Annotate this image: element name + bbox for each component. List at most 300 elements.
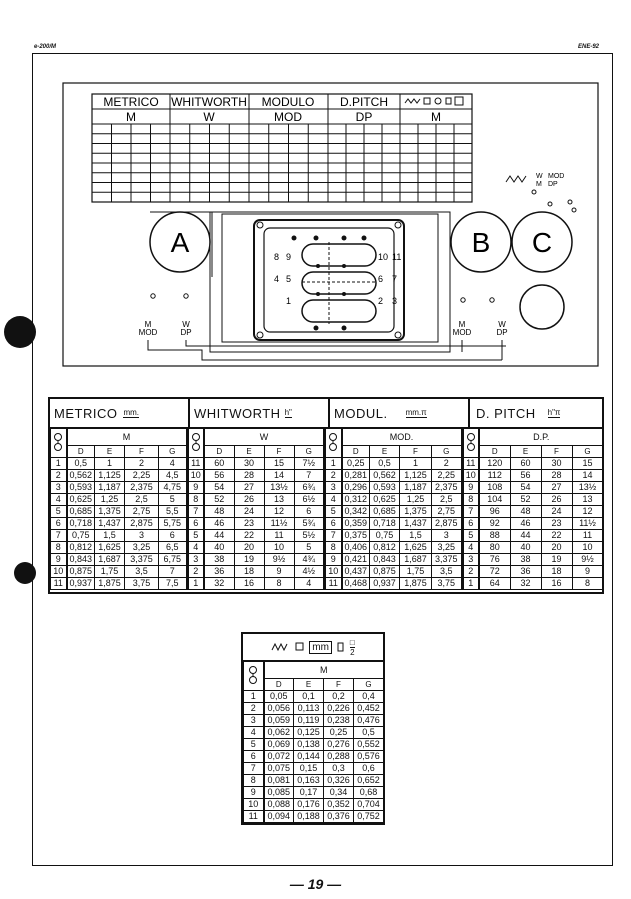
- feed-value-cell: 0,094: [264, 811, 294, 823]
- dpitch-value-cell: 22: [541, 530, 572, 542]
- dpitch-value-cell: 15: [572, 458, 603, 470]
- whitworth-value-cell: 6: [294, 506, 324, 518]
- whitworth-value-cell: 4¾: [294, 554, 324, 566]
- modul-value-cell: 1,187: [400, 482, 432, 494]
- feed-value-cell: 0,652: [354, 775, 384, 787]
- table-row: [188, 470, 324, 482]
- modul-position-cell: 2: [326, 470, 342, 482]
- modul-value-cell: 1,25: [400, 494, 432, 506]
- metric-value-cell: 0,75: [67, 530, 95, 542]
- dpitch-value-cell: 8: [572, 578, 603, 590]
- feed-position-cell: 9: [244, 787, 264, 799]
- table-row: [188, 566, 324, 578]
- table-row: [463, 494, 603, 506]
- table-row: [463, 566, 603, 578]
- panel-sub-dp: DP: [355, 110, 373, 124]
- modul-value-cell: 0,406: [342, 542, 370, 554]
- whitworth-value-cell: 60: [204, 458, 234, 470]
- modul-value-cell: 3,375: [432, 554, 462, 566]
- lever-right-mod: MOD: [452, 328, 472, 337]
- dpitch-value-cell: 92: [479, 518, 510, 530]
- modul-value-cell: 2,375: [432, 482, 462, 494]
- modul-group-label: MOD.: [342, 429, 462, 446]
- modul-position-cell: 7: [326, 530, 342, 542]
- metric-value-cell: 4: [159, 458, 187, 470]
- dpitch-value-cell: 88: [479, 530, 510, 542]
- modul-value-cell: 0,375: [342, 530, 370, 542]
- metric-value-cell: 3,375: [125, 554, 159, 566]
- page-number: — 19 —: [289, 876, 342, 892]
- metric-value-cell: 1,75: [95, 566, 125, 578]
- table-row: [188, 506, 324, 518]
- dpitch-position-cell: 9: [463, 482, 479, 494]
- panel-header-dpitch: D.PITCH: [340, 95, 388, 109]
- feed-table: [241, 632, 385, 825]
- feed-col-header: G: [354, 679, 384, 691]
- whitworth-value-cell: 14: [264, 470, 294, 482]
- dpitch-value-cell: 28: [541, 470, 572, 482]
- metric-value-cell: 0,718: [67, 518, 95, 530]
- table-row: [244, 751, 384, 763]
- feed-value-cell: 0,15: [294, 763, 324, 775]
- modul-col-header: E: [370, 446, 400, 458]
- whitworth-value-cell: 9: [264, 566, 294, 578]
- table-row: [326, 518, 462, 530]
- lever-right-m: M: [458, 320, 466, 329]
- dpitch-value-cell: 38: [510, 554, 541, 566]
- metric-value-cell: 2: [125, 458, 159, 470]
- feed-value-cell: 0,062: [264, 727, 294, 739]
- feed-position-cell: 5: [244, 739, 264, 751]
- dpitch-value-cell: 18: [541, 566, 572, 578]
- feed-value-cell: 0,2: [324, 691, 354, 703]
- table-row: [51, 578, 187, 590]
- whitworth-value-cell: 6¾: [294, 482, 324, 494]
- modul-position-cell: 1: [326, 458, 342, 470]
- whitworth-col-header: F: [264, 446, 294, 458]
- dpitch-table: [463, 428, 604, 590]
- modul-value-cell: 0,312: [342, 494, 370, 506]
- table-row: [188, 482, 324, 494]
- modul-value-cell: 2,5: [432, 494, 462, 506]
- whitworth-value-cell: 11½: [264, 518, 294, 530]
- metric-value-cell: 5,75: [159, 518, 187, 530]
- whitworth-value-cell: 8: [264, 578, 294, 590]
- feed-position-cell: 11: [244, 811, 264, 823]
- table-row: [244, 775, 384, 787]
- wheel-b-label: B: [471, 227, 491, 258]
- dpitch-value-cell: 72: [479, 566, 510, 578]
- dpitch-value-cell: 24: [541, 506, 572, 518]
- gb-2: 2: [378, 296, 384, 306]
- doc-code-left: e-200/M: [34, 44, 57, 50]
- carriage-icon: [295, 642, 305, 652]
- feed-value-cell: 0,288: [324, 751, 354, 763]
- modul-value-cell: 0,625: [370, 494, 400, 506]
- feed-value-cell: 0,05: [264, 691, 294, 703]
- metric-value-cell: 0,685: [67, 506, 95, 518]
- metric-col-header: G: [159, 446, 187, 458]
- whitworth-position-cell: 4: [188, 542, 204, 554]
- modul-position-cell: 10: [326, 566, 342, 578]
- selector-icon: [244, 662, 264, 691]
- table-row: [326, 542, 462, 554]
- modul-position-cell: 6: [326, 518, 342, 530]
- modul-value-cell: 0,281: [342, 470, 370, 482]
- tool-icon: [336, 642, 346, 652]
- metric-position-cell: 7: [51, 530, 67, 542]
- table-row: [326, 506, 462, 518]
- whitworth-value-cell: 40: [204, 542, 234, 554]
- binder-hole-bottom: [14, 562, 36, 584]
- gb-3: 3: [392, 296, 398, 306]
- dpitch-value-cell: 9½: [572, 554, 603, 566]
- table-row: [326, 458, 462, 470]
- feed-value-cell: 0,088: [264, 799, 294, 811]
- dpitch-value-cell: 23: [541, 518, 572, 530]
- legend-m: M: [536, 181, 542, 188]
- thread-legend-icon: [506, 176, 526, 182]
- dpitch-position-cell: 2: [463, 566, 479, 578]
- feed-symbol-icon: [405, 97, 463, 105]
- whitworth-value-cell: 5: [294, 542, 324, 554]
- lever-left-dp: DP: [180, 328, 192, 337]
- dpitch-position-cell: 11: [463, 458, 479, 470]
- metric-value-cell: 2,375: [125, 482, 159, 494]
- whitworth-value-cell: 19: [234, 554, 264, 566]
- feed-value-cell: 0,144: [294, 751, 324, 763]
- feed-wave-icon: [271, 642, 291, 652]
- metric-value-cell: 1,125: [95, 470, 125, 482]
- modul-value-cell: 1,625: [400, 542, 432, 554]
- table-row: [326, 566, 462, 578]
- whitworth-value-cell: 16: [234, 578, 264, 590]
- dpitch-position-cell: 7: [463, 506, 479, 518]
- whitworth-value-cell: 13½: [264, 482, 294, 494]
- modul-value-cell: 0,875: [370, 566, 400, 578]
- dpitch-position-cell: 5: [463, 530, 479, 542]
- whitworth-col-header: E: [234, 446, 264, 458]
- panel-sub-m: M: [126, 110, 136, 124]
- whitworth-value-cell: 23: [234, 518, 264, 530]
- whitworth-position-cell: 1: [188, 578, 204, 590]
- table-row: [463, 554, 603, 566]
- metric-table: [50, 428, 188, 590]
- knob-lower: [520, 285, 564, 329]
- dpitch-value-cell: 11½: [572, 518, 603, 530]
- metric-value-cell: 1,25: [95, 494, 125, 506]
- whitworth-value-cell: 12: [264, 506, 294, 518]
- whitworth-value-cell: 52: [204, 494, 234, 506]
- feed-position-cell: 2: [244, 703, 264, 715]
- binder-hole-top: [4, 316, 36, 348]
- selector-icon: [51, 429, 67, 458]
- feed-value-cell: 0,1: [294, 691, 324, 703]
- modul-position-cell: 8: [326, 542, 342, 554]
- dpitch-value-cell: 76: [479, 554, 510, 566]
- gb-9: 9: [286, 252, 292, 262]
- feed-value-cell: 0,376: [324, 811, 354, 823]
- table-row: [326, 578, 462, 590]
- feed-position-cell: 7: [244, 763, 264, 775]
- dpitch-col-header: E: [510, 446, 541, 458]
- metric-value-cell: 2,25: [125, 470, 159, 482]
- feed-value-cell: 0,476: [354, 715, 384, 727]
- whitworth-value-cell: 32: [204, 578, 234, 590]
- lever-right-dp: DP: [496, 328, 508, 337]
- dpitch-position-cell: 6: [463, 518, 479, 530]
- metric-position-cell: 1: [51, 458, 67, 470]
- feed-value-cell: 0,326: [324, 775, 354, 787]
- metric-value-cell: 6,75: [159, 554, 187, 566]
- metric-value-cell: 0,625: [67, 494, 95, 506]
- whitworth-value-cell: 56: [204, 470, 234, 482]
- gb-11: 11: [392, 252, 402, 262]
- whitworth-position-cell: 2: [188, 566, 204, 578]
- modul-position-cell: 4: [326, 494, 342, 506]
- table-row: [244, 727, 384, 739]
- metric-title-cell: [50, 399, 190, 427]
- whitworth-value-cell: 54: [204, 482, 234, 494]
- metric-value-cell: 3: [125, 530, 159, 542]
- dpitch-col-header: F: [541, 446, 572, 458]
- lever-left-m: M: [144, 320, 152, 329]
- dpitch-value-cell: 44: [510, 530, 541, 542]
- dpitch-value-cell: 27: [541, 482, 572, 494]
- feed-value-cell: 0,25: [324, 727, 354, 739]
- wheel-a-label: A: [170, 227, 190, 258]
- whitworth-position-cell: 7: [188, 506, 204, 518]
- whitworth-value-cell: 36: [204, 566, 234, 578]
- table-row: [244, 811, 384, 823]
- metric-value-cell: 6,5: [159, 542, 187, 554]
- gb-10: 10: [378, 252, 389, 262]
- whitworth-unit: h": [284, 408, 292, 417]
- lever-left-w: W: [182, 320, 190, 329]
- metric-value-cell: 1: [95, 458, 125, 470]
- dpitch-value-cell: 64: [479, 578, 510, 590]
- metric-col-header: F: [125, 446, 159, 458]
- metric-position-cell: 11: [51, 578, 67, 590]
- doc-code-right: ENE-92: [578, 44, 600, 50]
- metric-value-cell: 4,5: [159, 470, 187, 482]
- dpitch-value-cell: 80: [479, 542, 510, 554]
- feed-value-cell: 0,226: [324, 703, 354, 715]
- table-row: [463, 542, 603, 554]
- whitworth-position-cell: 10: [188, 470, 204, 482]
- feed-value-cell: 0,085: [264, 787, 294, 799]
- whitworth-value-cell: 24: [234, 506, 264, 518]
- modul-value-cell: 3: [432, 530, 462, 542]
- feed-value-cell: 0,752: [354, 811, 384, 823]
- panel-header-modulo: MODULO: [261, 95, 315, 109]
- feed-value-cell: 0,452: [354, 703, 384, 715]
- modul-position-cell: 5: [326, 506, 342, 518]
- dpitch-value-cell: 9: [572, 566, 603, 578]
- whitworth-value-cell: 6½: [294, 494, 324, 506]
- panel-svg: [62, 82, 599, 367]
- metric-col-header: D: [67, 446, 95, 458]
- modul-col-header: D: [342, 446, 370, 458]
- whitworth-value-cell: 5¾: [294, 518, 324, 530]
- modul-value-cell: 2,875: [432, 518, 462, 530]
- dpitch-position-cell: 10: [463, 470, 479, 482]
- modul-value-cell: 1,5: [400, 530, 432, 542]
- metric-value-cell: 6: [159, 530, 187, 542]
- dpitch-value-cell: 108: [479, 482, 510, 494]
- feed-position-cell: 10: [244, 799, 264, 811]
- table-row: [51, 542, 187, 554]
- feed-value-cell: 0,056: [264, 703, 294, 715]
- wheel-c-label: C: [531, 227, 553, 258]
- gb-4: 4: [274, 274, 280, 284]
- feed-value-cell: 0,352: [324, 799, 354, 811]
- dpitch-value-cell: 40: [510, 542, 541, 554]
- whitworth-position-cell: 3: [188, 554, 204, 566]
- table-row: [463, 578, 603, 590]
- metric-unit: mm.: [123, 408, 140, 417]
- table-row: [188, 494, 324, 506]
- whitworth-value-cell: 20: [234, 542, 264, 554]
- whitworth-value-cell: 7: [294, 470, 324, 482]
- modul-value-cell: 3,25: [432, 542, 462, 554]
- feed-value-cell: 0,176: [294, 799, 324, 811]
- modul-value-cell: 0,437: [342, 566, 370, 578]
- feed-value-cell: 0,17: [294, 787, 324, 799]
- table-row: [188, 542, 324, 554]
- legend-mod: MOD: [548, 173, 565, 180]
- table-row: [51, 458, 187, 470]
- gb-8: 8: [274, 252, 280, 262]
- whitworth-value-cell: 28: [234, 470, 264, 482]
- table-row: [51, 554, 187, 566]
- dpitch-value-cell: 32: [510, 578, 541, 590]
- modul-value-cell: 3,5: [432, 566, 462, 578]
- modul-position-cell: 3: [326, 482, 342, 494]
- feed-value-cell: 0,552: [354, 739, 384, 751]
- metric-value-cell: 1,5: [95, 530, 125, 542]
- feed-value-cell: 0,68: [354, 787, 384, 799]
- modul-col-header: G: [432, 446, 462, 458]
- modul-unit: mm.π: [405, 408, 427, 417]
- table-row: [51, 494, 187, 506]
- feed-col-header: F: [324, 679, 354, 691]
- modul-value-cell: 1,75: [400, 566, 432, 578]
- metric-position-cell: 8: [51, 542, 67, 554]
- table-row: [188, 578, 324, 590]
- dpitch-value-cell: 36: [510, 566, 541, 578]
- metric-position-cell: 2: [51, 470, 67, 482]
- whitworth-position-cell: 8: [188, 494, 204, 506]
- whitworth-value-cell: 10: [264, 542, 294, 554]
- modul-value-cell: 2,75: [432, 506, 462, 518]
- table-row: [188, 458, 324, 470]
- metric-position-cell: 10: [51, 566, 67, 578]
- feed-formula-frac: 2: [350, 647, 355, 657]
- metric-title: METRICO: [54, 405, 118, 421]
- metric-group-label: M: [67, 429, 187, 446]
- whitworth-value-cell: 46: [204, 518, 234, 530]
- whitworth-col-header: D: [204, 446, 234, 458]
- modul-value-cell: 0,562: [370, 470, 400, 482]
- dpitch-unit: h"π: [547, 408, 561, 417]
- modul-col-header: F: [400, 446, 432, 458]
- metric-value-cell: 0,937: [67, 578, 95, 590]
- metric-value-cell: 0,5: [67, 458, 95, 470]
- dpitch-col-header: D: [479, 446, 510, 458]
- whitworth-position-cell: 5: [188, 530, 204, 542]
- whitworth-value-cell: 18: [234, 566, 264, 578]
- whitworth-value-cell: 26: [234, 494, 264, 506]
- legend-dp: DP: [548, 181, 558, 188]
- table-row: [244, 739, 384, 751]
- feed-value-cell: 0,5: [354, 727, 384, 739]
- legend-w: W: [536, 173, 543, 180]
- feed-position-cell: 6: [244, 751, 264, 763]
- table-row: [51, 518, 187, 530]
- feed-value-cell: 0,072: [264, 751, 294, 763]
- dpitch-value-cell: 14: [572, 470, 603, 482]
- table-row: [326, 554, 462, 566]
- table-row: [463, 470, 603, 482]
- feed-value-cell: 0,276: [324, 739, 354, 751]
- gb-5: 5: [286, 274, 292, 284]
- gb-1: 1: [286, 296, 292, 306]
- table-row: [244, 703, 384, 715]
- modul-value-cell: 0,25: [342, 458, 370, 470]
- whitworth-value-cell: 30: [234, 458, 264, 470]
- metric-value-cell: 0,593: [67, 482, 95, 494]
- table-row: [51, 566, 187, 578]
- metric-value-cell: 1,437: [95, 518, 125, 530]
- feed-group-label: M: [264, 662, 384, 679]
- dpitch-value-cell: 46: [510, 518, 541, 530]
- dpitch-value-cell: 60: [510, 458, 541, 470]
- table-row: [244, 763, 384, 775]
- feed-value-cell: 0,238: [324, 715, 354, 727]
- feed-table: [243, 661, 384, 823]
- modul-table: [325, 428, 463, 590]
- modul-value-cell: 0,421: [342, 554, 370, 566]
- whitworth-value-cell: 5½: [294, 530, 324, 542]
- dpitch-position-cell: 1: [463, 578, 479, 590]
- dpitch-value-cell: 30: [541, 458, 572, 470]
- dpitch-value-cell: 56: [510, 470, 541, 482]
- modul-value-cell: 0,812: [370, 542, 400, 554]
- table-row: [51, 530, 187, 542]
- whitworth-group-label: W: [204, 429, 324, 446]
- table-row: [463, 530, 603, 542]
- metric-value-cell: 5,5: [159, 506, 187, 518]
- modul-value-cell: 0,685: [370, 506, 400, 518]
- metric-value-cell: 0,812: [67, 542, 95, 554]
- feed-value-cell: 0,34: [324, 787, 354, 799]
- modul-position-cell: 11: [326, 578, 342, 590]
- modul-value-cell: 0,937: [370, 578, 400, 590]
- table-row: [51, 506, 187, 518]
- metric-value-cell: 3,25: [125, 542, 159, 554]
- table-row: [188, 530, 324, 542]
- modul-value-cell: 2,25: [432, 470, 462, 482]
- whitworth-value-cell: 4: [294, 578, 324, 590]
- gb-6: 6: [378, 274, 384, 284]
- table-row: [326, 482, 462, 494]
- feed-value-cell: 0,163: [294, 775, 324, 787]
- metric-value-cell: 1,687: [95, 554, 125, 566]
- lever-left-mod: MOD: [138, 328, 158, 337]
- modul-position-cell: 9: [326, 554, 342, 566]
- dpitch-col-header: G: [572, 446, 603, 458]
